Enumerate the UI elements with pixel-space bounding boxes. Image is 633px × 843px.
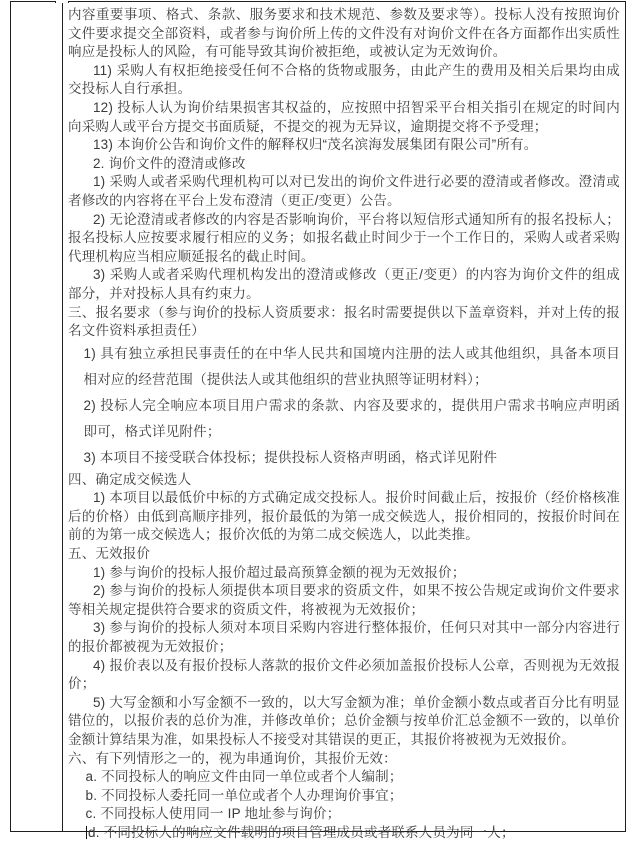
paragraph: b. 不同投标人委托同一单位或者个人办理询价事宜；: [85, 787, 403, 803]
paragraph: 13) 本询价公告和询价文件的解释权归“茂名滨海发展集团有限公司”所有。: [92, 137, 538, 153]
table-border-notch: [55, 1, 69, 3]
paragraph: 3) 采购人或者采购代理机构发出的澄清或修改（更正/变更）的内容为询价文件的组成部分，并对投标人具有约束力。: [68, 267, 620, 301]
paragraph: 12) 投标人认为询价结果损害其权益的，应按照中招智采平台相关指引在规定的时间内向采购人或平台方提交书面质疑，不提交的视为无异议，逾期提交将不予受理；: [68, 99, 620, 134]
paragraph: 3) 本项目不接受联合体投标；提供投标人资格声明函，格式详见附件: [83, 449, 498, 465]
paragraph: 2) 投标人完全响应本项目用户需求的条款、内容及要求的，提供用户需求书响应声明函即可，格式详见附件；: [83, 397, 620, 439]
paragraph: 三、报名要求（参与询价的投标人资质要求：报名时需要提供以下盖章资料，并对上传的报名文件资料承担责任）: [68, 304, 620, 339]
paragraph: d. 不同投标人的响应文件载明的项目管理成员或者联系人员为同一人；: [86, 824, 620, 843]
paragraph: a. 不同投标人的响应文件由同一单位或者个人编制；: [85, 769, 403, 785]
paragraph: 3) 参与询价的投标人须对本项目采购内容进行整体报价，任何只对其中一部分内容进行的报价都被视为无效报价；: [68, 620, 620, 655]
paragraph: 2) 参与询价的投标人须提供本项目要求的资质文件，如果不按公告规定或询价文件要求等相关规定提供符合要求的资质文件，将被视为无效报价；: [68, 583, 620, 617]
paragraph: 1) 参与询价的投标人报价超过最高预算金额的视为无效报价；: [92, 564, 466, 580]
paragraph: 五、无效报价: [68, 546, 151, 562]
paragraph: 2) 无论澄清或者修改的内容是否影响询价，平台将以短信形式通知所有的报名投标人；报名投标人应按要求履行相应的义务；如报名截止时间少于一个工作日的，采购人或者采购代理机构应当相应顺延报名的截止时间。: [68, 211, 620, 264]
paragraph: 2. 询价文件的澄清或修改: [92, 155, 246, 171]
paragraph: c. 不同投标人使用同一 IP 地址参与询价；: [85, 806, 341, 822]
text-cursor: [86, 826, 88, 839]
paragraph: 六、有下列情形之一的，视为串通询价，其报价无效：: [68, 750, 397, 766]
document-body: [68, 6, 620, 843]
document-table: [10, 1, 626, 840]
paragraph: 1) 本项目以最低价中标的方式确定成交投标人。报价时间截止后，按报价（经价格核准后的价格）由低到高顺序排列，报价最低的为第一成交候选人，报价相同的，按报价时间在前的为第一成交候选人；报价次低的为第二成交候选人，以此类推。: [68, 490, 620, 543]
table-content-cell: [63, 2, 625, 840]
paragraph: 5) 大写金额和小写金额不一致的，以大写金额为准；单价金额小数点或者百分比有明显错位的，以报价表的总价为准，并修改单价；总价金额与按单价汇总金额不一致的，以单价金额计算结果为准，如果投标人不接受对其错误的更正，其报价将被视为无效报价。: [68, 694, 620, 747]
paragraph: 4) 报价表以及有报价投标人落款的报价文件必须加盖报价投标人公章，否则视为无效报价；: [68, 657, 620, 692]
table-left-cell: [11, 2, 63, 831]
paragraph: 11) 采购人有权拒绝接受任何不合格的货物或服务，由此产生的费用及相关后果均由成交投标人自行承担。: [68, 62, 620, 97]
paragraph: 内容重要事项、格式、条款、服务要求和技术规范、参数及要求等）。投标人没有按照询价文件要求提交全部资料，或者参与询价所上传的文件没有对询价文件在各方面都作出实质性响应是投标人的风险，有可能导致其询价被拒绝，或被认定为无效询价。: [68, 7, 620, 60]
paragraph: 1) 采购人或者采购代理机构可以对已发出的询价文件进行必要的澄清或者修改。澄清或者修改的内容将在平台上发布澄清（更正/变更）公告。: [68, 174, 620, 208]
paragraph: 四、确定成交候选人: [68, 471, 192, 487]
paragraph: 1) 具有独立承担民事责任的在中华人民共和国境内注册的法人或其他组织，具备本项目相对应的经营范围（提供法人或其他组织的营业执照等证明材料）；: [83, 345, 620, 387]
